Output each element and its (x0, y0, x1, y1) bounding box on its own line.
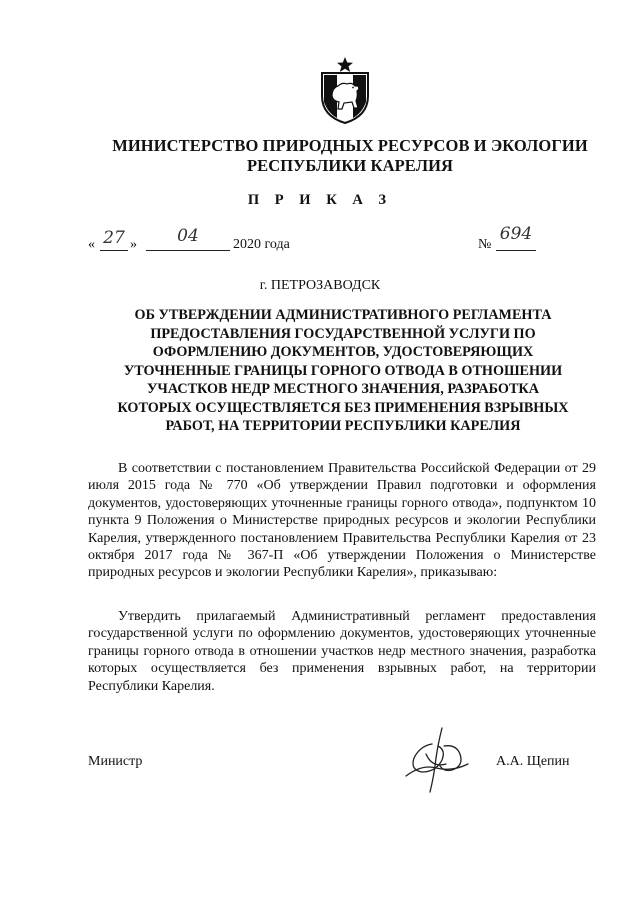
handwritten-signature-icon (402, 724, 472, 796)
date-open-quote: « (88, 237, 95, 252)
date-year: 2020 года (233, 237, 290, 252)
ministry-line-1: МИНИСТЕРСТВО ПРИРОДНЫХ РЕСУРСОВ И ЭКОЛОГИИ (112, 136, 588, 155)
date-close-quote: » (130, 237, 137, 252)
signer-name: А.А. Щепин (496, 754, 570, 769)
ministry-line-2: РЕСПУБЛИКИ КАРЕЛИЯ (246, 156, 454, 175)
date-day-handwritten: 27 (100, 228, 128, 251)
date-number-row (88, 224, 558, 254)
order-title: ОБ УТВЕРЖДЕНИИ АДМИНИСТРАТИВНОГО РЕГЛАМЕНТА ПРЕДОСТАВЛЕНИЯ ГОСУДАРСТВЕННОЙ УСЛУГИ ПО ОФОРМЛЕНИЮ ДОКУМЕНТОВ, УДОСТОВЕРЯЮЩИХ УТОЧНЕННЫЕ ГРАНИЦЫ ГОРНОГО ОТВОДА В ОТНОШЕНИИ УЧАСТКОВ НЕДР МЕСТНОГО ЗНАЧЕНИЯ, РАЗРАБОТКА КОТОРЫХ ОСУЩЕСТВЛЯЕТСЯ БЕЗ ПРИМЕНЕНИЯ ВЗРЫВНЫХ РАБОТ, НА ТЕРРИТОРИИ РЕСПУБЛИКИ КАРЕЛИЯ (117, 307, 569, 434)
order-paragraph: Утвердить прилагаемый Административный регламент предоставления государственной услуги по оформлению документов, удостоверяющих уточненные границы горного отвода в отношении участков недр местного значения, разработка которых осуществляется без применения взрывных работ, на территории Республики Карелия. (88, 609, 596, 694)
city-line: г. ПЕТРОЗАВОДСК (259, 278, 381, 293)
signer-position: Министр (88, 754, 143, 769)
preamble-paragraph: В соответствии с постановлением Правительства Российской Федерации от 29 июля 2015 года № 770 «Об утверждении Правил подготовки и оформления документов, удостоверяющих уточненные границы горного отвода», подпунктом 10 пункта 9 Положения о Министерстве природных ресурсов и экологии Республики Карелия, утвержденного постановлением Правительства Республики Карелия от 23 октября 2017 года № 367-П «Об утверждении Положения о Министерстве природных ресурсов и экологии Республики Карелия», приказываю: (88, 461, 596, 581)
order-number-label: № (478, 237, 492, 252)
date-month-handwritten: 04 (146, 226, 230, 251)
ministry-name (60, 136, 640, 176)
karelia-coat-of-arms-icon (318, 56, 372, 124)
order-number-handwritten: 694 (496, 224, 536, 251)
document-type-heading: П Р И К А З (247, 192, 393, 208)
